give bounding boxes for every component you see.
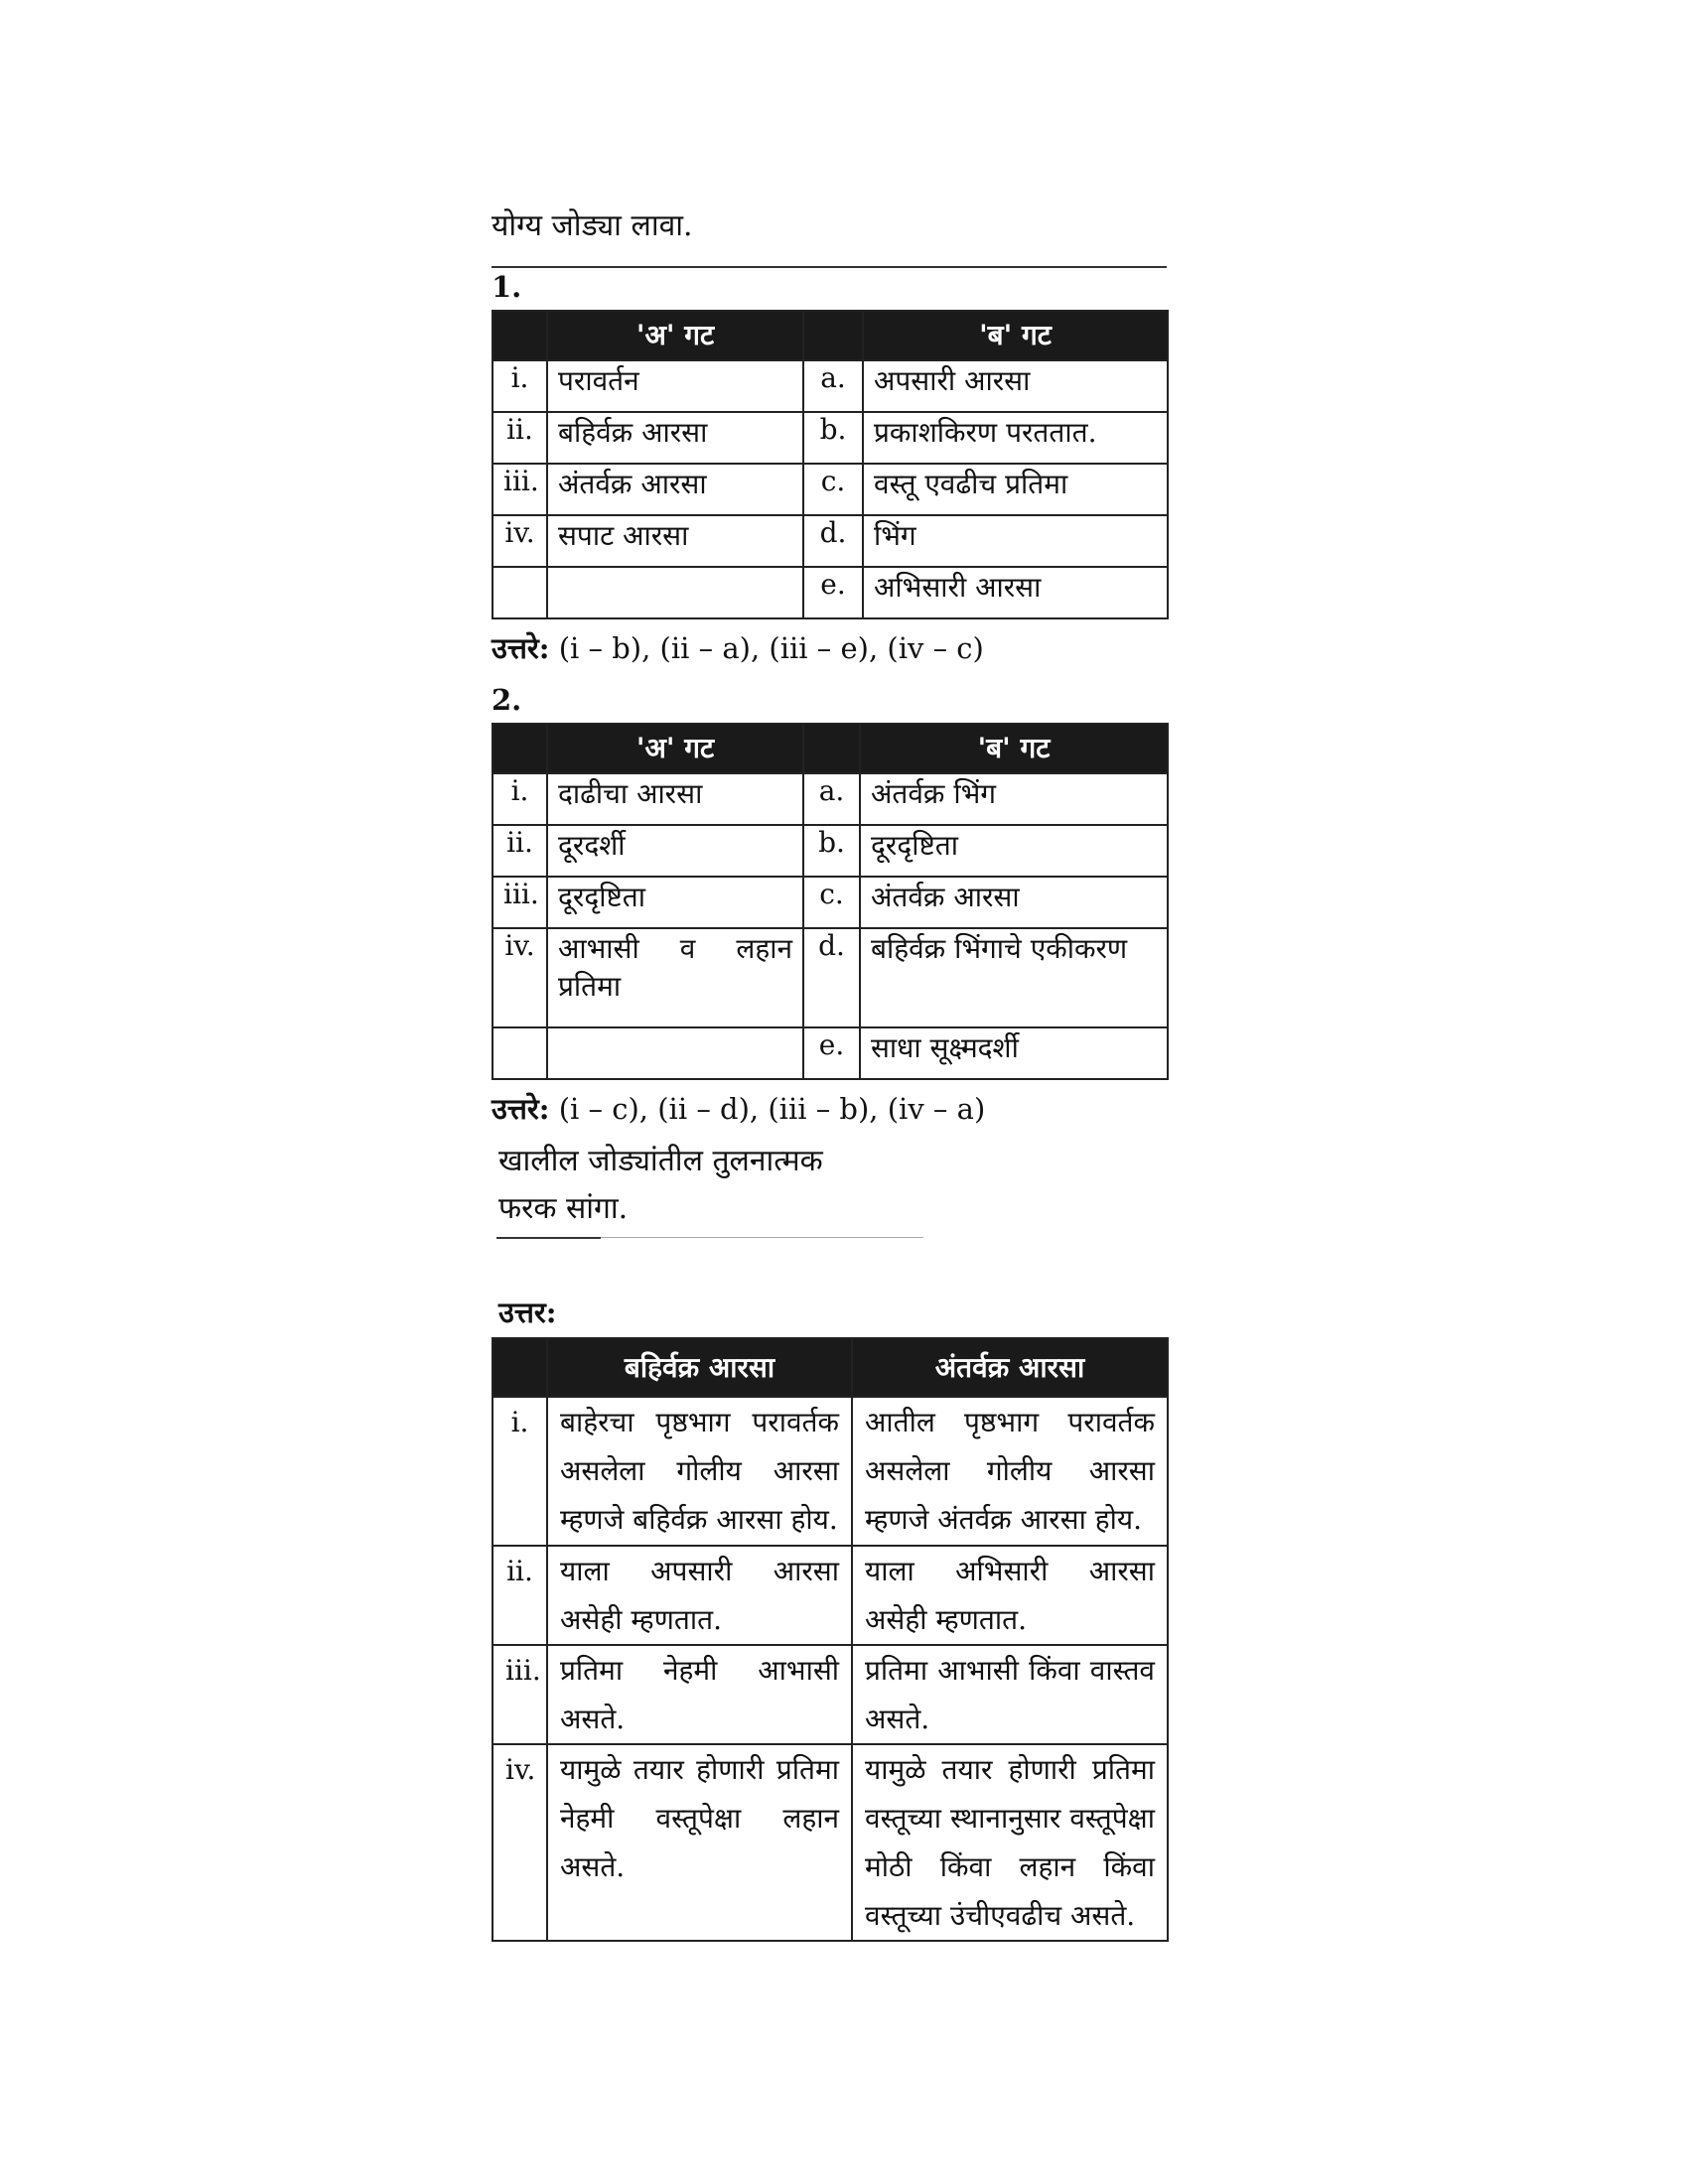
row-number-b: d. bbox=[803, 928, 860, 1027]
table-row bbox=[492, 360, 1168, 412]
answer-text: (i – b), (ii – a), (iii – e), (iv – c) bbox=[558, 631, 984, 665]
group-b-item: साधा सूक्ष्मदर्शी bbox=[860, 1027, 1168, 1079]
convex-mirror-cell: यामुळे तयार होणारी प्रतिमा नेहमी वस्तूपेक्षा लहान असते. bbox=[547, 1744, 852, 1941]
concave-mirror-cell: प्रतिमा आभासी किंवा वास्तव असते. bbox=[852, 1645, 1168, 1744]
row-number-a: ii. bbox=[492, 825, 547, 877]
convex-mirror-cell: बाहेरचा पृष्ठभाग परावर्तक असलेला गोलीय आरसा म्हणजे बहिर्वक्र आरसा होय. bbox=[547, 1397, 852, 1546]
row-number-b: a. bbox=[803, 360, 863, 412]
group-b-item: वस्तू एवढीच प्रतिमा bbox=[863, 464, 1168, 515]
compare-answer-label bbox=[498, 1293, 557, 1331]
answer-text: (i – c), (ii – d), (iii – b), (iv – a) bbox=[558, 1092, 986, 1126]
compare-instruction-line1: खालील जोड्यांतील तुलनात्मक bbox=[498, 1144, 823, 1178]
header-blank bbox=[492, 1338, 547, 1397]
group-b-item: अपसारी आरसा bbox=[863, 360, 1168, 412]
header-blank bbox=[492, 724, 547, 773]
row-number: iii. bbox=[492, 1645, 547, 1744]
group-a-item bbox=[547, 1027, 803, 1079]
table-row bbox=[492, 1397, 1168, 1546]
table-row bbox=[492, 928, 1168, 1027]
row-number-b: b. bbox=[803, 412, 863, 464]
group-b-item: अभिसारी आरसा bbox=[863, 567, 1168, 618]
row-number-b: e. bbox=[803, 567, 863, 618]
row-number-b: b. bbox=[803, 825, 860, 877]
concave-mirror-cell: याला अभिसारी आरसा असेही म्हणतात. bbox=[852, 1546, 1168, 1645]
row-number: ii. bbox=[492, 1546, 547, 1645]
header-blank bbox=[803, 724, 860, 773]
group-a-item: आभासी व लहान प्रतिमा bbox=[547, 928, 803, 1027]
row-number-b: c. bbox=[803, 464, 863, 515]
answer-label: उत्तर: bbox=[498, 1296, 557, 1329]
match-table-2 bbox=[492, 723, 1169, 1080]
answer-label: उत्तरे: bbox=[492, 631, 550, 665]
instruction-heading: योग्य जोड्या लावा. bbox=[492, 208, 693, 243]
answer-1 bbox=[492, 628, 984, 667]
row-number: i. bbox=[492, 1397, 547, 1546]
group-b-item: अंतर्वक्र भिंग bbox=[860, 773, 1168, 825]
row-number: iv. bbox=[492, 1744, 547, 1941]
table-row bbox=[492, 825, 1168, 877]
table-row bbox=[492, 1546, 1168, 1645]
header-group-a: 'अ' गट bbox=[547, 724, 803, 773]
header-group-a: 'अ' गट bbox=[547, 311, 803, 360]
compare-instruction-line2: फरक सांगा. bbox=[498, 1191, 629, 1226]
group-a-item: दाढीचा आरसा bbox=[547, 773, 803, 825]
row-number-b: a. bbox=[803, 773, 860, 825]
group-a-item: सपाट आरसा bbox=[547, 515, 803, 567]
table-row bbox=[492, 1645, 1168, 1744]
group-b-item: बहिर्वक्र भिंगाचे एकीकरण bbox=[860, 928, 1168, 1027]
group-b-item: प्रकाशकिरण परततात. bbox=[863, 412, 1168, 464]
convex-mirror-cell: प्रतिमा नेहमी आभासी असते. bbox=[547, 1645, 852, 1744]
answer-label: उत्तरे: bbox=[492, 1092, 550, 1126]
group-b-item: अंतर्वक्र आरसा bbox=[860, 877, 1168, 928]
question-1-number: 1. bbox=[492, 270, 522, 304]
group-a-item: दूरदृष्टिता bbox=[547, 877, 803, 928]
row-number-a: iii. bbox=[492, 877, 547, 928]
table-row bbox=[492, 1027, 1168, 1079]
row-number-a: i. bbox=[492, 360, 547, 412]
header-group-b: 'ब' गट bbox=[863, 311, 1168, 360]
group-a-item: दूरदर्शी bbox=[547, 825, 803, 877]
header-group-b: 'ब' गट bbox=[860, 724, 1168, 773]
table-row bbox=[492, 877, 1168, 928]
row-number-b: e. bbox=[803, 1027, 860, 1079]
comparison-table bbox=[492, 1337, 1169, 1942]
table-row bbox=[492, 464, 1168, 515]
divider-line bbox=[492, 266, 1167, 268]
row-number-b: d. bbox=[803, 515, 863, 567]
concave-mirror-cell: यामुळे तयार होणारी प्रतिमा वस्तूच्या स्थानानुसार वस्तूपेक्षा मोठी किंवा लहान किंवा वस्तूच्या उंचीएवढीच असते. bbox=[852, 1744, 1168, 1941]
row-number-a: iii. bbox=[492, 464, 547, 515]
header-convex-mirror: बहिर्वक्र आरसा bbox=[547, 1338, 852, 1397]
header-blank bbox=[803, 311, 863, 360]
convex-mirror-cell: याला अपसारी आरसा असेही म्हणतात. bbox=[547, 1546, 852, 1645]
row-number-a bbox=[492, 567, 547, 618]
header-blank bbox=[492, 311, 547, 360]
table-row bbox=[492, 1744, 1168, 1941]
light-rule bbox=[601, 1237, 923, 1238]
match-table-1 bbox=[492, 310, 1169, 619]
table-row bbox=[492, 567, 1168, 618]
group-a-item: अंतर्वक्र आरसा bbox=[547, 464, 803, 515]
row-number-a: i. bbox=[492, 773, 547, 825]
concave-mirror-cell: आतील पृष्ठभाग परावर्तक असलेला गोलीय आरसा म्हणजे अंतर्वक्र आरसा होय. bbox=[852, 1397, 1168, 1546]
row-number-a: iv. bbox=[492, 928, 547, 1027]
answer-2 bbox=[492, 1089, 985, 1128]
table-row bbox=[492, 515, 1168, 567]
row-number-a bbox=[492, 1027, 547, 1079]
group-a-item: बहिर्वक्र आरसा bbox=[547, 412, 803, 464]
header-concave-mirror: अंतर्वक्र आरसा bbox=[852, 1338, 1168, 1397]
group-a-item: परावर्तन bbox=[547, 360, 803, 412]
group-b-item: भिंग bbox=[863, 515, 1168, 567]
short-rule bbox=[496, 1237, 601, 1239]
row-number-b: c. bbox=[803, 877, 860, 928]
group-b-item: दूरदृष्टिता bbox=[860, 825, 1168, 877]
table-row bbox=[492, 412, 1168, 464]
row-number-a: ii. bbox=[492, 412, 547, 464]
table-row bbox=[492, 773, 1168, 825]
group-a-item bbox=[547, 567, 803, 618]
row-number-a: iv. bbox=[492, 515, 547, 567]
question-2-number: 2. bbox=[492, 683, 522, 717]
